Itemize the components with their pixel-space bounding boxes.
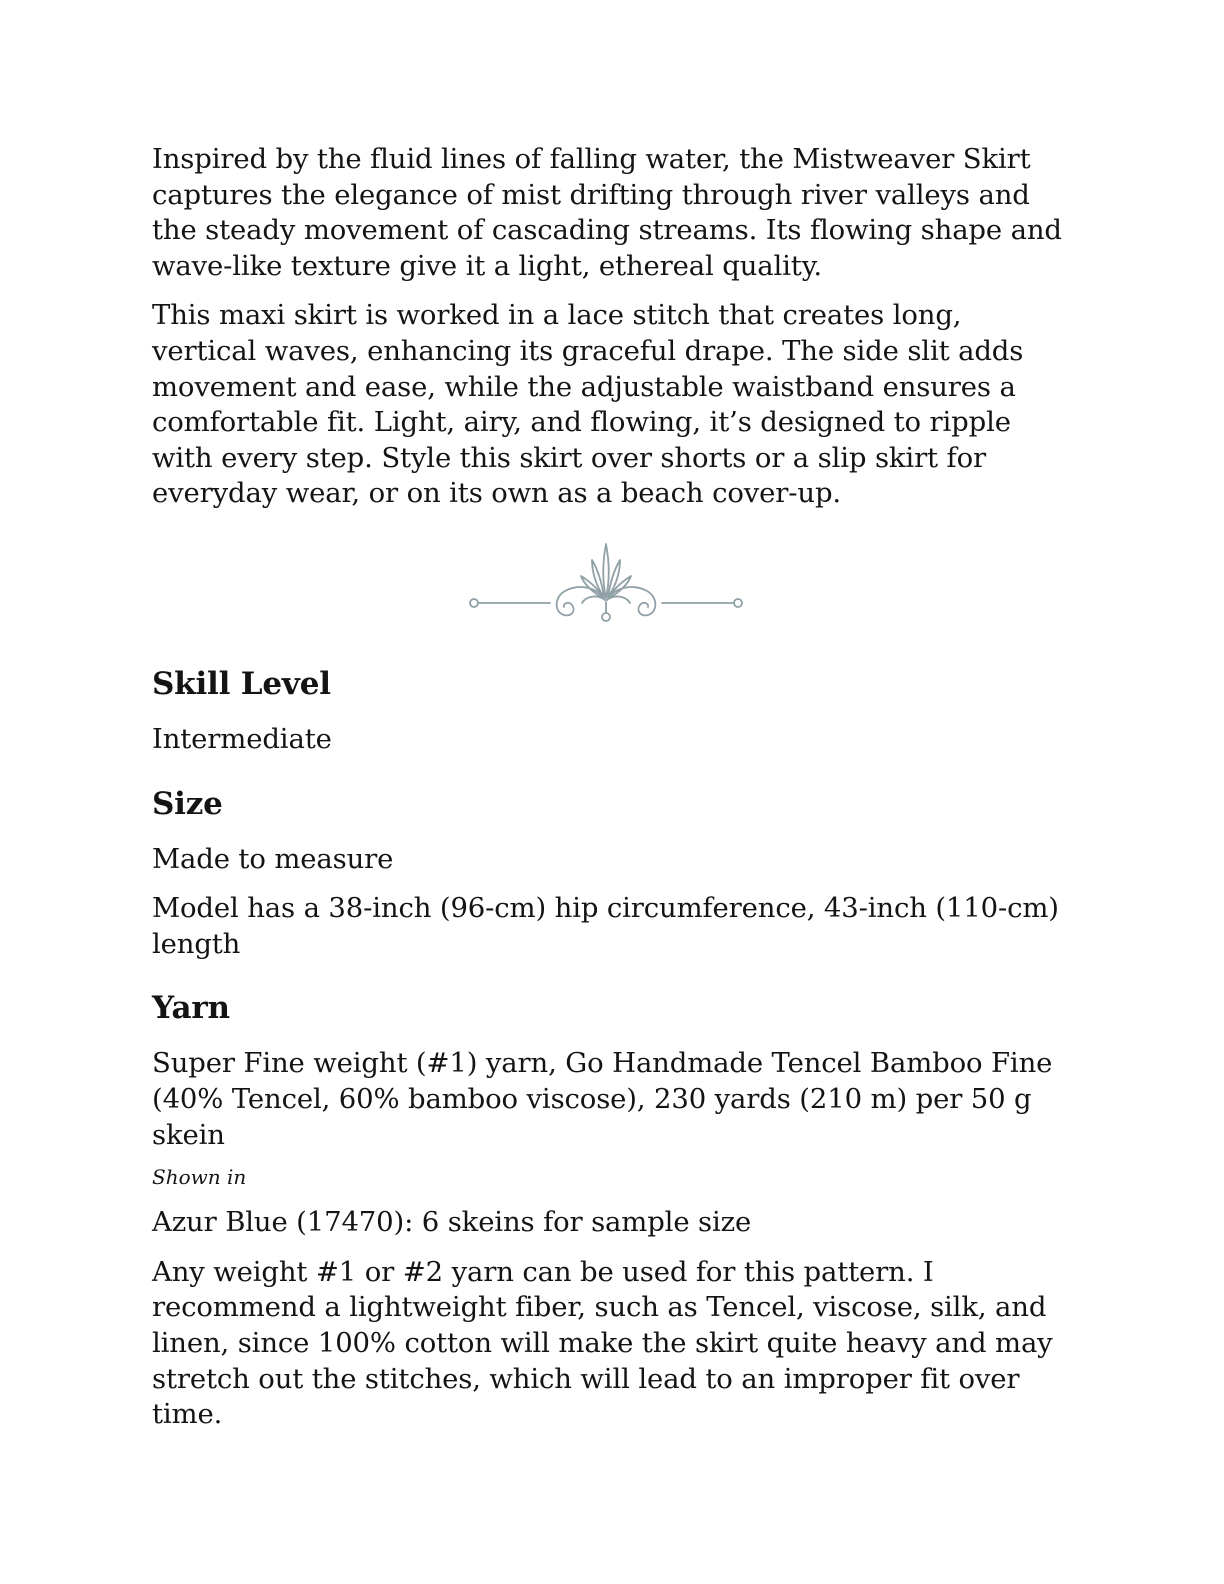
intro-paragraph-2: This maxi skirt is worked in a lace stitch that creates long, vertical waves, enhancing its graceful drape. The side slit adds movement and ease, while the adjustable waistband ensures a comfortable fit. Light, airy, and flowing, it’s designed to ripple with every step. Style this skirt over shorts or a slip skirt for everyday wear, or on its own as a beach cover-up. [152, 299, 1024, 510]
yarn-description: Super Fine weight (#1) yarn, Go Handmade Tencel Bamboo Fine (40% Tencel, 60% bamboo viscose), 230 yards (210 m) per 50 g skein [152, 1047, 1053, 1151]
intro-paragraph-1: Inspired by the fluid lines of falling water, the Mistweaver Skirt captures the elegance of mist drifting through river valleys and the steady movement of cascading streams. Its flowing shape and wave-like texture give it a light, ethereal quality. [152, 143, 1062, 282]
skill-level-heading: Skill Level [152, 666, 331, 702]
intro-section [152, 142, 1072, 512]
size-value: Made to measure [152, 842, 394, 875]
size-heading: Size [152, 785, 223, 822]
skill-level-value: Intermediate [152, 723, 332, 755]
yarn-heading: Yarn [152, 990, 230, 1027]
pattern-details [152, 664, 1072, 1433]
yarn-substitution-note: Any weight #1 or #2 yarn can be used for this pattern. I recommend a lightweight fiber, such as Tencel, viscose, silk, and linen, since 100% cotton will make the skirt quite heavy and may stretch out the stitches, which will lead to an improper fit over time. [152, 1255, 1053, 1431]
flourish-divider-icon [468, 540, 748, 630]
model-measurement-note: Model has a 38-inch (96-cm) hip circumference, 43-inch (110-cm) length [152, 892, 1059, 960]
shown-in-label: Shown in [152, 1165, 247, 1190]
shown-in-value: Azur Blue (17470): 6 skeins for sample size [152, 1206, 752, 1239]
